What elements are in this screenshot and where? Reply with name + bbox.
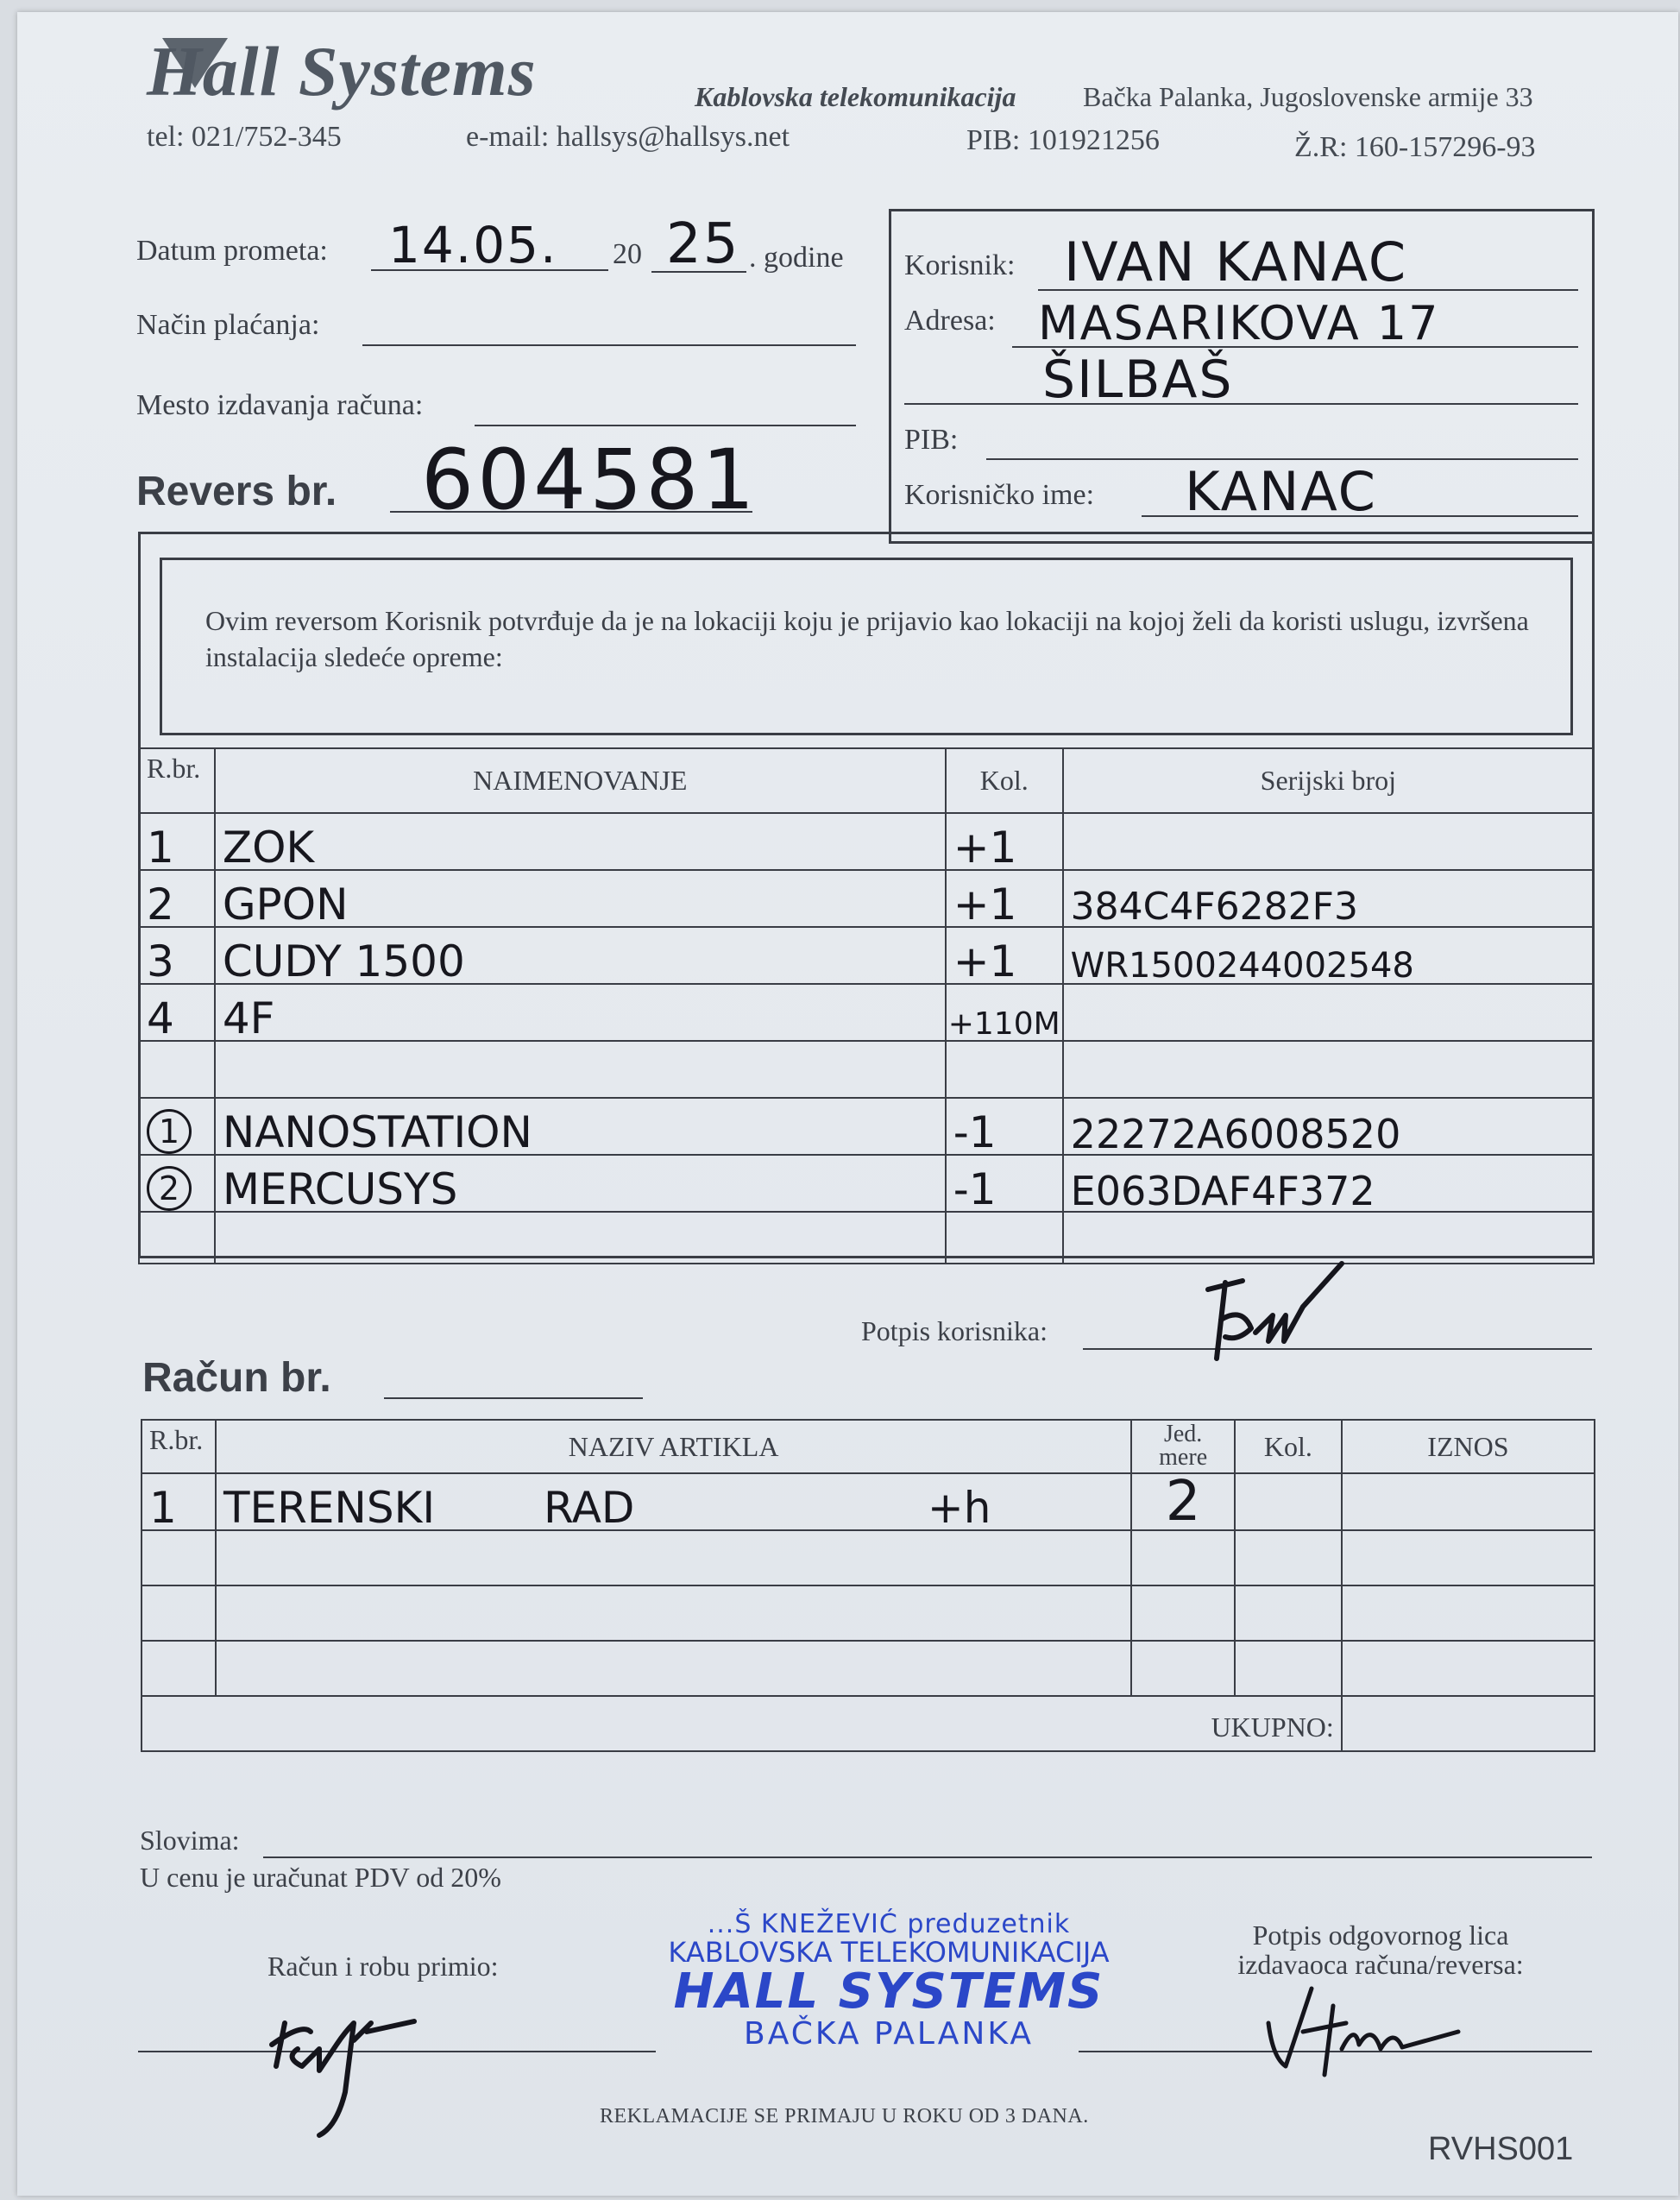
company-stamp <box>664 1911 1113 2051</box>
date-value: 14.05. <box>388 216 558 274</box>
invoice-col-name: NAZIV ARTIKLA <box>216 1420 1131 1473</box>
invoice-row-qty <box>1235 1585 1342 1641</box>
invoice-number-line <box>384 1397 643 1399</box>
stamp-line3: HALL SYSTEMS <box>673 1964 1104 2020</box>
invoice-header-row <box>142 1420 1595 1473</box>
vat-note: U cenu je uračunat PDV od 20% <box>140 1862 501 1893</box>
invoice-row-name <box>216 1530 1131 1585</box>
equipment-header-row <box>139 748 1594 813</box>
row-rbr: 3 <box>139 927 215 984</box>
invoice-row-rbr: 1 <box>142 1473 216 1530</box>
company-account: Ž.R: 160-157296-93 <box>1294 131 1536 163</box>
invoice-total-label: UKUPNO: <box>142 1696 1342 1751</box>
table-row <box>139 870 1594 927</box>
table-row <box>139 813 1594 870</box>
invoice-total-value <box>1342 1696 1595 1751</box>
invoice-row-unit: 2 <box>1131 1473 1235 1530</box>
received-signature <box>250 1971 475 2144</box>
issuer-signature <box>1251 1971 1510 2083</box>
customer-name-value: IVAN KANAC <box>1064 230 1408 293</box>
revers-label: Revers br. <box>136 469 337 514</box>
year-value: 25 <box>666 212 740 276</box>
payment-label: Način plaćanja: <box>136 309 320 341</box>
col-rbr: R.br. <box>139 748 215 813</box>
company-slogan: Kablovska telekomunikacija <box>695 81 1016 112</box>
row-name: 4F <box>215 984 946 1041</box>
stamp-line1: ...Š KNEŽEVIĆ preduzetnik <box>707 1909 1071 1939</box>
invoice-col-unit: Jed. mere <box>1131 1420 1235 1473</box>
row-qty: +1 <box>946 927 1063 984</box>
invoice-row-amount <box>1342 1585 1595 1641</box>
issuer-label-1: Potpis odgovornog lica <box>1252 1919 1509 1951</box>
row-rbr-circled: 1 <box>147 1109 192 1154</box>
invoice-col-qty: Kol. <box>1235 1420 1342 1473</box>
table-row <box>139 1155 1594 1212</box>
row-name: CUDY 1500 <box>215 927 946 984</box>
invoice-row-qty <box>1235 1641 1342 1696</box>
col-name: NAIMENOVANJE <box>215 748 946 813</box>
row-name: MERCUSYS <box>215 1155 946 1212</box>
year-suffix: . godine <box>749 242 844 274</box>
date-label: Datum prometa: <box>136 235 328 267</box>
words-line <box>263 1856 1592 1858</box>
row-name: NANOSTATION <box>215 1098 946 1155</box>
company-email: e-mail: hallsys@hallsys.net <box>466 121 790 153</box>
row-name <box>215 1041 946 1098</box>
row-serial <box>1063 984 1594 1041</box>
row-serial: 22272A6008520 <box>1063 1098 1594 1155</box>
revers-number: 604581 <box>421 432 758 528</box>
invoice-col-amount: IZNOS <box>1342 1420 1595 1473</box>
row-serial: 384C4F6282F3 <box>1063 870 1594 927</box>
customer-address-line2: ŠILBAŠ <box>1042 350 1234 410</box>
words-label: Slovima: <box>140 1825 240 1856</box>
invoice-row-name-text: TERENSKI RAD <box>223 1483 635 1533</box>
row-serial: E063DAF4F372 <box>1063 1155 1594 1212</box>
invoice-row-rbr <box>142 1641 216 1696</box>
equipment-table <box>138 747 1595 1264</box>
row-qty: +1 <box>946 870 1063 927</box>
row-qty: -1 <box>946 1155 1063 1212</box>
table-row <box>139 984 1594 1041</box>
customer-username-label: Korisničko ime: <box>904 479 1095 511</box>
complaints-note: REKLAMACIJE SE PRIMAJU U ROKU OD 3 DANA. <box>600 2105 1089 2128</box>
row-rbr <box>139 1098 215 1155</box>
row-serial <box>1063 813 1594 870</box>
row-rbr <box>139 1041 215 1098</box>
row-serial <box>1063 1041 1594 1098</box>
invoice-row-note: +h <box>927 1483 991 1533</box>
customer-name-label: Korisnik: <box>904 249 1016 281</box>
customer-address-line1: MASARIKOVA 17 <box>1038 296 1440 350</box>
place-label: Mesto izdavanja računa: <box>136 389 424 421</box>
row-rbr <box>139 1212 215 1264</box>
invoice-row-amount <box>1342 1473 1595 1530</box>
received-label: Račun i robu primio: <box>267 1951 499 1982</box>
place-line <box>475 425 856 426</box>
row-serial: WR1500244002548 <box>1063 927 1594 984</box>
invoice-total-row <box>142 1696 1595 1751</box>
stamp-line4: BAČKA PALANKA <box>744 2015 1034 2052</box>
table-row <box>139 1098 1594 1155</box>
table-row <box>142 1530 1595 1585</box>
invoice-row-name <box>216 1473 1131 1533</box>
customer-signature <box>1191 1255 1363 1384</box>
customer-signature-label: Potpis korisnika: <box>861 1315 1048 1346</box>
row-rbr: 4 <box>139 984 215 1041</box>
invoice-row-name <box>216 1641 1131 1696</box>
table-row <box>142 1585 1595 1641</box>
table-row <box>139 1041 1594 1098</box>
issuer-label-2: izdavaoca računa/reversa: <box>1237 1948 1524 1980</box>
row-qty: +1 <box>946 813 1063 870</box>
receipt-paper <box>17 12 1678 2196</box>
invoice-row-unit <box>1131 1530 1235 1585</box>
customer-box <box>889 209 1595 544</box>
form-code: RVHS001 <box>1428 2131 1574 2167</box>
statement-text: Ovim reversom Korisnik potvrđuje da je na lokaciji koju je prijavio kao lokaciji na kojoj želi da koristi uslugu, izvršena instalacija sledeće opreme: <box>205 605 1529 672</box>
col-qty: Kol. <box>946 748 1063 813</box>
company-logo: Hall Systems <box>147 32 537 110</box>
customer-address-line-2 <box>904 403 1578 405</box>
row-rbr: 1 <box>139 813 215 870</box>
row-name <box>215 1212 946 1264</box>
row-qty: +110M <box>946 984 1063 1041</box>
invoice-row-unit <box>1131 1641 1235 1696</box>
invoice-row-rbr <box>142 1530 216 1585</box>
row-rbr: 2 <box>139 870 215 927</box>
customer-pib-label: PIB: <box>904 424 959 456</box>
invoice-table <box>141 1419 1595 1752</box>
table-row <box>142 1473 1595 1530</box>
customer-username-value: KANAC <box>1185 460 1377 523</box>
year-prefix: 20 <box>613 238 642 270</box>
row-qty <box>946 1212 1063 1264</box>
invoice-row-qty <box>1235 1473 1342 1530</box>
row-name: GPON <box>215 870 946 927</box>
invoice-row-unit <box>1131 1585 1235 1641</box>
invoice-row-amount <box>1342 1641 1595 1696</box>
stamp-line2: KABLOVSKA TELEKOMUNIKACIJA <box>668 1935 1110 1969</box>
invoice-row-amount <box>1342 1530 1595 1585</box>
payment-line <box>362 344 856 346</box>
row-rbr-circled: 2 <box>147 1166 192 1211</box>
invoice-row-qty <box>1235 1530 1342 1585</box>
company-pib: PIB: 101921256 <box>966 124 1160 156</box>
company-address: Bačka Palanka, Jugoslovenske armije 33 <box>1083 81 1533 112</box>
customer-address-label: Adresa: <box>904 305 996 337</box>
company-phone: tel: 021/752-345 <box>147 121 342 153</box>
table-row <box>142 1641 1595 1696</box>
table-row <box>139 1212 1594 1264</box>
invoice-col-rbr: R.br. <box>142 1420 216 1473</box>
statement-box <box>160 558 1573 735</box>
row-qty <box>946 1041 1063 1098</box>
row-name: ZOK <box>215 813 946 870</box>
row-rbr <box>139 1155 215 1212</box>
invoice-label: Račun br. <box>142 1355 331 1401</box>
invoice-row-name <box>216 1585 1131 1641</box>
col-serial: Serijski broj <box>1063 748 1594 813</box>
invoice-row-rbr <box>142 1585 216 1641</box>
table-row <box>139 927 1594 984</box>
row-qty: -1 <box>946 1098 1063 1155</box>
